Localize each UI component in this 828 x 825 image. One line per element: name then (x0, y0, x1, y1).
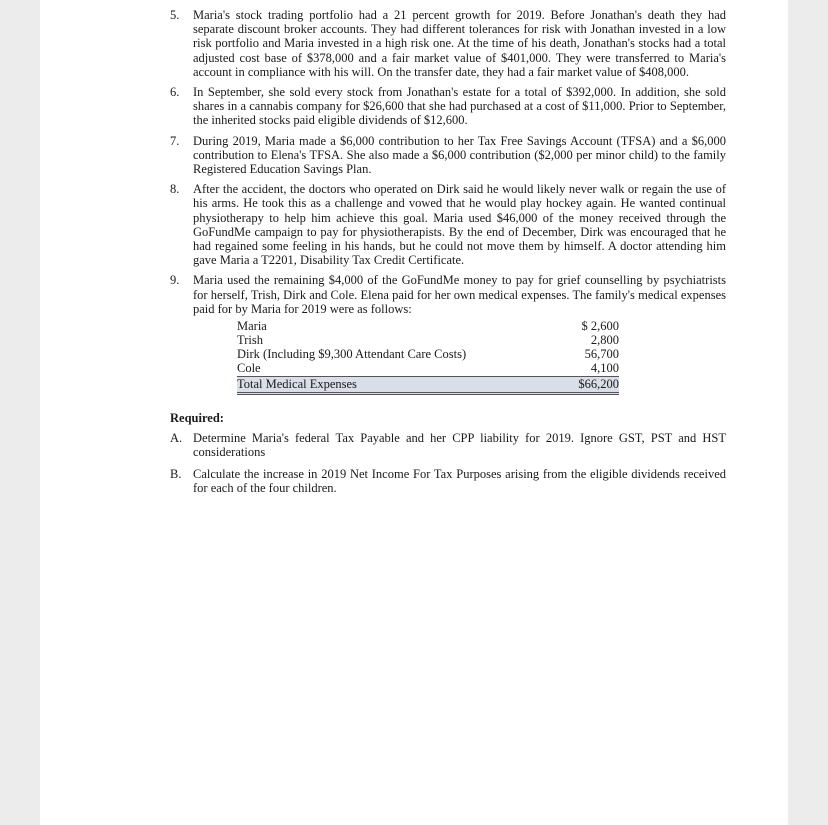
row-label: Maria (237, 319, 267, 334)
required-item-a (170, 431, 726, 459)
table-row (237, 347, 619, 361)
item-text: During 2019, Maria made a $6,000 contribution to her Tax Free Savings Account (TFSA) and a $6,000 contribution to Elena's TFSA. She also made a $6,000 contribution ($2,000 per minor child) to the family Registered Education Savings Plan. (193, 133, 726, 177)
item-number: 8. (170, 182, 180, 197)
item-letter: A. (170, 431, 183, 446)
row-amount: $ 2,600 (581, 319, 619, 334)
item-number: 6. (170, 85, 180, 100)
table-total-row (237, 376, 619, 395)
item-letter: B. (170, 466, 182, 481)
row-amount: 2,800 (590, 333, 619, 348)
list-item-6 (170, 85, 726, 128)
list-item-7 (170, 134, 726, 177)
table-row (237, 319, 619, 333)
required-item-b (170, 467, 726, 495)
list-item-8 (170, 182, 726, 267)
document-content (170, 8, 726, 502)
row-label: Cole (237, 361, 261, 376)
item-text: After the accident, the doctors who operated on Dirk said he would likely never walk or regain the use of his arms. He took this as a challenge and vowed that he would play hockey again. He wanted continual physiotherapy to help him achieve this goal. Maria used $46,000 of the money received through the GoFundMe campaign to pay for physiotherapists. By the end of December, Dirk was encouraged that he had regained some feeling in his hands, but he could not move them by himself. A doctor attending him gave Maria a T2201, Disability Tax Credit Certificate. (193, 182, 726, 268)
item-text: Calculate the increase in 2019 Net Income For Tax Purposes arising from the eligible dividends received for each of the four children. (193, 466, 726, 495)
item-number: 7. (170, 133, 180, 148)
item-number: 9. (170, 273, 180, 288)
item-text: Maria's stock trading portfolio had a 21 percent growth for 2019. Before Jonathan's death they had separate discount broker accounts. They had different tolerances for risk with Jonathan invested in a low risk portfolio and Maria invested in a high risk one. At the time of his death, Jonathan's stocks had a total adjusted cost base of $378,000 and a fair market value of $401,000. They were transferred to Maria's account in compliance with his will. On the transfer date, they had a fair market value of $408,000. (193, 8, 726, 79)
item-text: Determine Maria's federal Tax Payable and her CPP liability for 2019. Ignore GST, PST and HST considerations (193, 431, 726, 460)
required-heading: Required: (170, 411, 224, 426)
total-label: Total Medical Expenses (237, 377, 357, 392)
table-row (237, 333, 619, 347)
row-amount: 56,700 (584, 347, 619, 362)
total-amount: $66,200 (578, 377, 619, 392)
item-number: 5. (170, 8, 180, 22)
row-label: Trish (237, 333, 263, 348)
row-amount: 4,100 (590, 361, 619, 376)
list-item-5 (170, 8, 726, 79)
item-text: Maria used the remaining $4,000 of the GoFundMe money to pay for grief counselling by psychiatrists for herself, Trish, Dirk and Cole. Elena paid for her own medical expenses. The family's medical expenses paid for by Maria for 2019 were as follows: (193, 273, 726, 316)
document-page (40, 0, 788, 825)
table-row (237, 361, 619, 375)
row-label: Dirk (Including $9,300 Attendant Care Costs) (237, 347, 467, 362)
medical-expenses-table (237, 319, 619, 395)
list-item-9 (170, 273, 726, 395)
item-text: In September, she sold every stock from Jonathan's estate for a total of $392,000. In addition, she sold shares in a cannabis company for $26,600 that she had purchased at a cost of $11,000. Prior to September, the inherited stocks paid eligible dividends of $12,600. (193, 85, 726, 128)
